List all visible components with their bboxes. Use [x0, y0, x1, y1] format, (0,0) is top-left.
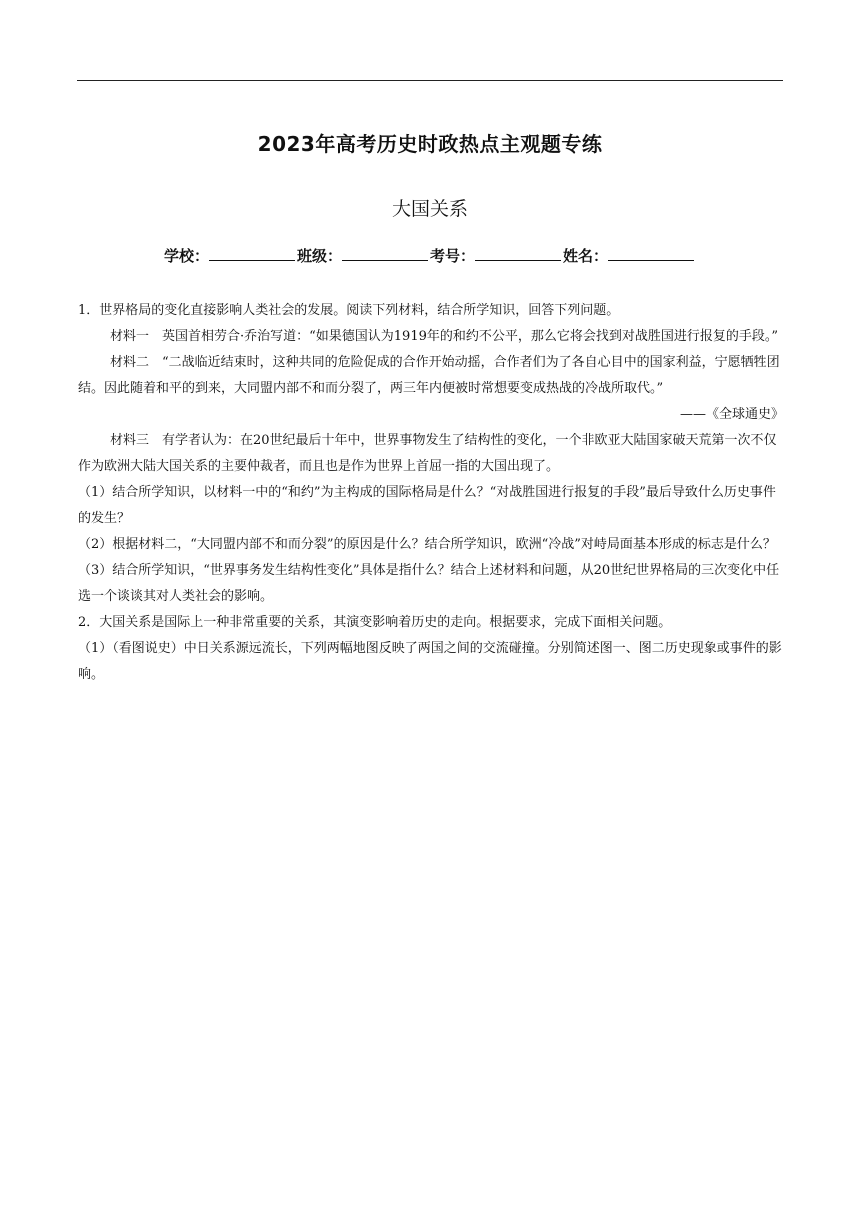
name-field	[563, 245, 696, 266]
question-1-material-3: 材料三 有学者认为：在20世纪最后十年中，世界事物发生了结构性的变化，一个非欧亚大陆国家破天荒第一次不仅作为欧洲大陆大国关系的主要仲裁者，而且也是作为世界上首屈一指的大国出现了。	[78, 433, 777, 474]
school-field	[164, 245, 297, 266]
question-2-sub-1: （1）（看图说史）中日关系源远流长，下列两幅地图反映了两国之间的交流碰撞。分别简述图一、图二历史现象或事件的影响。	[78, 641, 782, 682]
school-blank[interactable]	[209, 246, 295, 261]
question-1-sub-2: （2）根据材料二，“大同盟内部不和而分裂”的原因是什么？结合所学知识，欧洲“冷战”对峙局面基本形成的标志是什么？	[78, 537, 776, 552]
class-label: 班级：	[296, 247, 342, 265]
question-1-sub-1: （1）结合所学知识，以材料一中的“和约”为主构成的国际格局是什么？“对战胜国进行报复的手段”最后导致什么历史事件的发生？	[78, 485, 776, 526]
exam-number-label: 考号：	[430, 247, 476, 265]
class-field	[297, 245, 430, 266]
class-blank[interactable]	[342, 246, 428, 261]
document-title: 2023年高考历史时政热点主观题专练	[257, 132, 603, 156]
document-subtitle: 大国关系	[391, 198, 468, 220]
question-2-stem: 2．大国关系是国际上一种非常重要的关系，其演变影响着历史的走向。根据要求，完成下面相关问题。	[78, 615, 672, 630]
header-rule	[77, 80, 783, 81]
name-blank[interactable]	[608, 246, 694, 261]
question-1-material-1: 材料一 英国首相劳合·乔治写道：“如果德国认为1919年的和约不公平，那么它将会找到对战胜国进行报复的手段。”	[110, 329, 779, 344]
question-1-stem: 1．世界格局的变化直接影响人类社会的发展。阅读下列材料，结合所学知识，回答下列问题。	[78, 303, 620, 318]
question-content	[78, 298, 784, 688]
school-label: 学校：	[163, 247, 209, 265]
material-2-source: ——《全球通史》	[679, 407, 784, 422]
name-label: 姓名：	[563, 247, 609, 265]
exam-number-field	[430, 245, 563, 266]
question-1-material-2: 材料二 “二战临近结束时，这种共同的危险促成的合作开始动摇，合作者们为了各自心目中的国家利益，宁愿牺牲团结。因此随着和平的到来，大同盟内部不和而分裂了，两三年内便被时常想要变成热战的冷战所取代。”	[78, 355, 780, 396]
question-1-sub-3: （3）结合所学知识，“世界事务发生结构性变化”具体是指什么？结合上述材料和问题，从20世纪世界格局的三次变化中任选一个谈谈其对人类社会的影响。	[78, 563, 780, 604]
exam-number-blank[interactable]	[475, 246, 561, 261]
student-info-line	[0, 245, 860, 266]
